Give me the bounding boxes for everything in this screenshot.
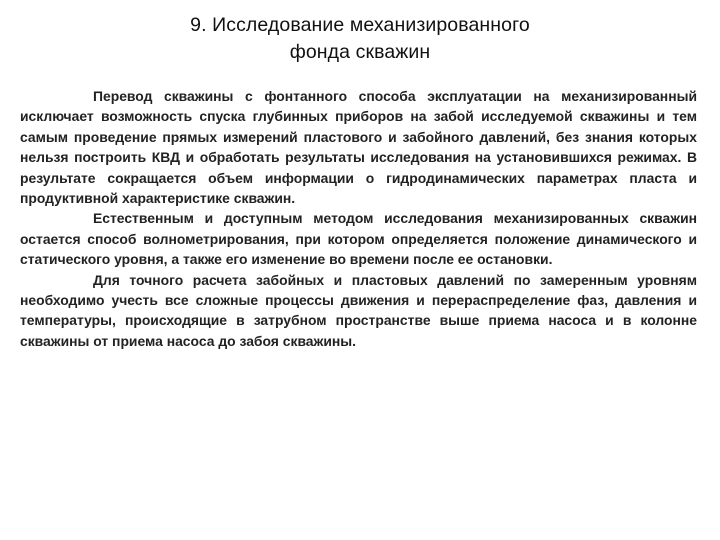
slide-body [20, 86, 697, 351]
paragraph-1: Перевод скважины с фонтанного способа эксплуатации на механизированный исключает возможность спуска глубинных приборов на забой исследуемой скважины и тем самым проведение прямых измерений пластового и забойного давлений, без знания которых нельзя построить КВД и обработать результаты исследования на установившихся режимах. В результате сокращается объем информации о гидродинамических параметрах пласта и продуктивной характеристике скважин. [20, 88, 697, 207]
slide-title-line-1: 9. Исследование механизированного [190, 14, 530, 36]
slide-title [0, 12, 720, 66]
paragraph-3: Для точного расчета забойных и пластовых давлений по замеренным уровням необходимо учесть все сложные процессы движения и перераспределение фаз, давления и температуры, происходящие в затрубном пространстве выше приема насоса и в колонне скважины от приема насоса до забоя скважины. [20, 271, 697, 349]
slide-title-line-2: фонда скважин [289, 41, 431, 63]
paragraph-2: Естественным и доступным методом исследования механизированных скважин остается способ волнометрирования, при котором определяется положение динамического и статического уровня, а также его изменение во времени после ее остановки. [20, 210, 697, 268]
